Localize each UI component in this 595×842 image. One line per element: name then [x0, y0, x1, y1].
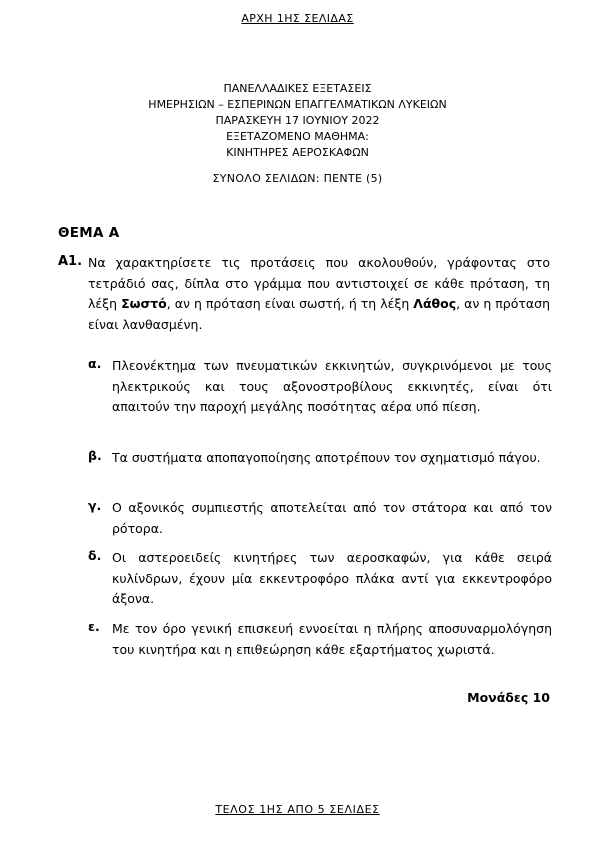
- word-wrong: Λάθος: [413, 296, 457, 311]
- school-type: ΗΜΕΡΗΣΙΩΝ – ΕΣΠΕΡΙΝΩΝ ΕΠΑΓΓΕΛΜΑΤΙΚΩΝ ΛΥΚΕΙΩΝ: [148, 98, 447, 111]
- question-number: Α1.: [58, 254, 83, 269]
- total-pages: ΣΥΝΟΛΟ ΣΕΛΙΔΩΝ: ΠΕΝΤΕ (5): [212, 172, 383, 185]
- page-start-label: ΑΡΧΗ 1ΗΣ ΣΕΛΙΔΑΣ: [241, 12, 354, 25]
- statement-text: Τα συστήματα αποπαγοποίησης αποτρέπουν τον σχηματισμό πάγου.: [112, 450, 541, 465]
- theme-title: ΘΕΜΑ Α: [58, 225, 120, 241]
- exam-date: ΠΑΡΑΣΚΕΥΗ 17 ΙΟΥΝΙΟΥ 2022: [215, 114, 380, 127]
- subject-label: ΕΞΕΤΑΖΟΜΕΝΟ ΜΑΘΗΜΑ:: [226, 130, 369, 143]
- question-text: [88, 253, 550, 335]
- marks-label: Μονάδες 10: [467, 690, 550, 705]
- statement-text: Οι αστεροειδείς κινητήρες των αεροσκαφών, για κάθε σειρά κυλίνδρων, έχουν μία εκκεντροφόρο πλάκα αντί για εκκεντροφόρο άξονα.: [112, 550, 552, 606]
- statement-text: Ο αξονικός συμπιεστής αποτελείται από τον στάτορα και από τον ρότορα.: [112, 500, 552, 536]
- subject-name: ΚΙΝΗΤΗΡΕΣ ΑΕΡΟΣΚΑΦΩΝ: [226, 146, 369, 159]
- statement-letter: δ.: [88, 548, 102, 563]
- word-correct: Σωστό: [121, 296, 167, 311]
- statement-letter: ε.: [88, 619, 100, 634]
- page-end-label: ΤΕΛΟΣ 1ΗΣ ΑΠΟ 5 ΣΕΛΙΔΕΣ: [215, 803, 380, 816]
- statement-letter: β.: [88, 448, 102, 463]
- exam-title: ΠΑΝΕΛΛΑΔΙΚΕΣ ΕΞΕΤΑΣΕΙΣ: [223, 82, 372, 95]
- question-text-part-3: , αν η πρόταση είναι λανθασμένη.: [88, 296, 550, 332]
- statement-letter: α.: [88, 356, 102, 371]
- question-text-part-1: Να χαρακτηρίσετε τις προτάσεις που ακολουθούν, γράφοντας στο τετράδιό σας, δίπλα στο γράμμα που αντιστοιχεί σε κάθε πρόταση, τη λέξη: [88, 255, 550, 311]
- page-start-header: [0, 12, 595, 25]
- page-end-footer: [0, 803, 595, 816]
- exam-header: [0, 81, 595, 187]
- statement-letter: γ.: [88, 498, 102, 513]
- statement-text: Με τον όρο γενική επισκευή εννοείται η πλήρης αποσυναρμολόγηση του κινητήρα και η επιθεώρηση κάθε εξαρτήματος χωριστά.: [112, 621, 552, 657]
- statement-text: Πλεονέκτημα των πνευματικών εκκινητών, συγκρινόμενοι με τους ηλεκτρικούς και τους αξονοστροβίλους εκκινητές, είναι ότι απαιτούν την παροχή μεγάλης ποσότητας αέρα υπό πίεση.: [112, 358, 552, 414]
- question-text-part-2: , αν η πρόταση είναι σωστή, ή τη λέξη: [166, 296, 414, 311]
